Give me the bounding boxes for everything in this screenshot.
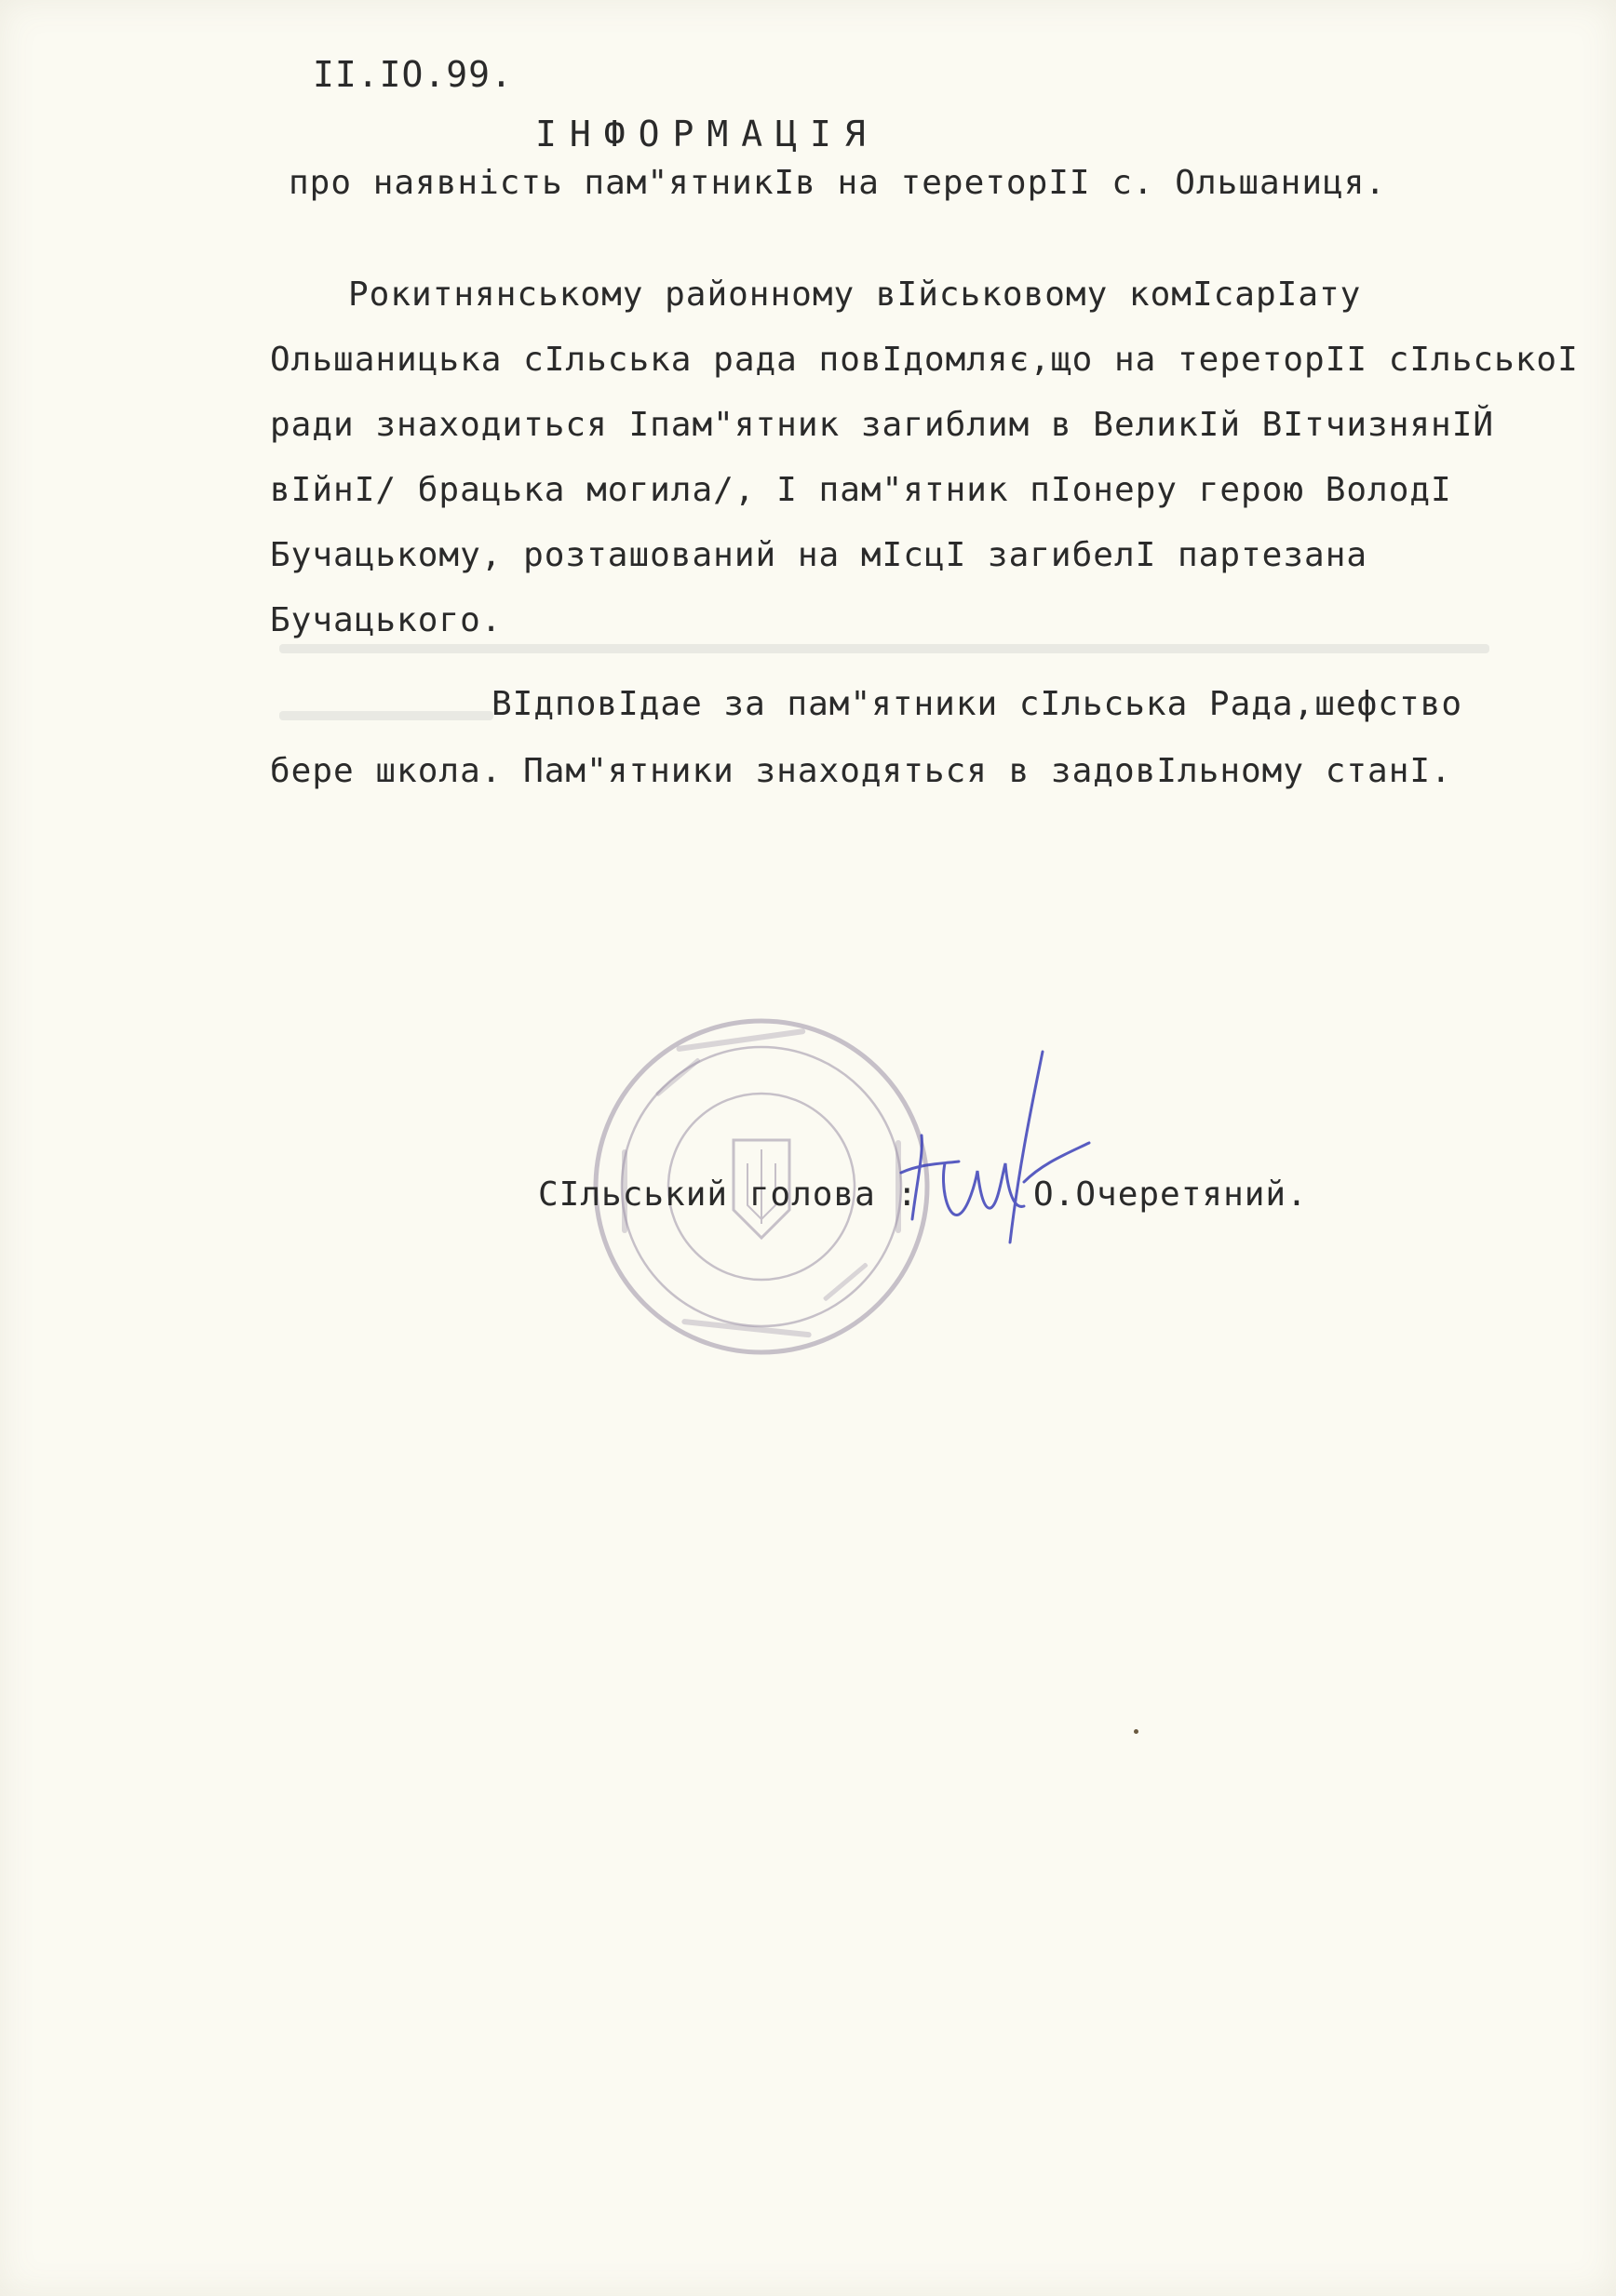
body-line: Ольшаницька сІльська рада повІдомляє,що на терeторII сІльськоI <box>270 341 1579 379</box>
body-line: Рокитнянському районному вІйськовому комІсарІату <box>348 275 1362 314</box>
document-date: II.IO.99. <box>313 54 513 95</box>
signatory-name: О.Очеретяний. <box>1033 1175 1308 1214</box>
body-line: вIйнI/ брацька могила/, I пам"ятник пIонеру герою ВолодI <box>270 471 1452 509</box>
body-line: ради знаходиться Іпам"ятник загиблим в ВеликIй ВIтчизнянIЙ <box>270 406 1495 444</box>
document-title: ІНФОРМАЦІЯ <box>535 114 879 154</box>
paper-speck <box>1134 1729 1138 1734</box>
body-line: Бучацького. <box>270 601 503 639</box>
signature-label: СIльський голова : <box>538 1175 919 1214</box>
body-line: ВIдповIдае за пам"ятники сIльська Рада,шефство <box>492 685 1462 723</box>
document-subtitle: про наявність пам"ятникІв на терeторII с. Ольшаниця. <box>289 164 1387 202</box>
body-line: Бучацькому, розташований на мIсцI загибелI партезана <box>270 536 1368 574</box>
faint-erasure-mark <box>279 711 493 720</box>
handwritten-signature-icon <box>894 1024 1098 1256</box>
faint-erasure-mark <box>279 644 1489 653</box>
body-line: бере школа. Пам"ятники знаходяться в задовIльному станI. <box>270 752 1452 790</box>
